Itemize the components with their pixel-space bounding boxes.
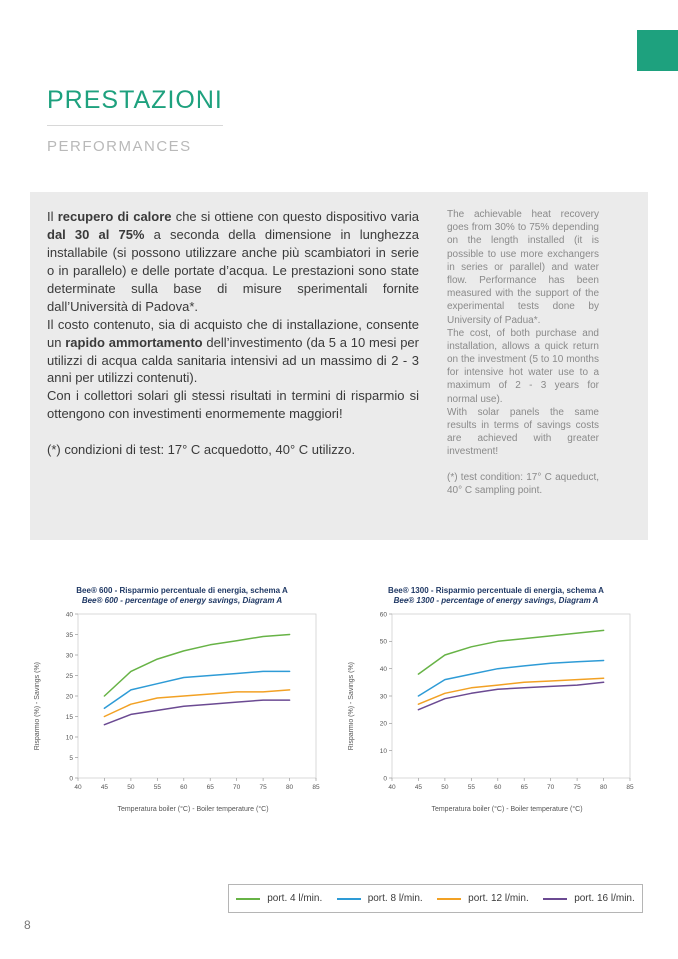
chart-bee-1300-body: [348, 608, 644, 804]
svg-text:50: 50: [379, 638, 387, 646]
it-p1-pre: Il: [47, 209, 58, 224]
chart-bee-1300-title-en: Bee® 1300 - percentage of energy savings, Diagram A: [393, 596, 599, 605]
svg-text:50: 50: [127, 784, 135, 791]
svg-text:85: 85: [312, 784, 320, 791]
chart-bee-600-ylabel: Risparmio (%) - Savings (%): [34, 661, 41, 751]
it-p1-bold1: recupero di calore: [57, 209, 172, 224]
svg-text:35: 35: [65, 631, 73, 639]
svg-text:40: 40: [74, 784, 82, 791]
page-header: [47, 86, 223, 155]
svg-text:65: 65: [206, 784, 214, 791]
svg-text:55: 55: [467, 784, 475, 791]
svg-text:65: 65: [520, 784, 528, 791]
svg-text:70: 70: [233, 784, 241, 791]
italian-text-column: [47, 208, 419, 497]
svg-text:5: 5: [69, 754, 73, 762]
italian-paragraph-2: [47, 316, 419, 388]
english-paragraph-2: The cost, of both purchase and installation, allows a quick return on the investment (5 to 10 months for intensive hot water use to a maximum of 2 - 3 years for normal use).: [447, 327, 599, 405]
page-subtitle: PERFORMANCES: [47, 138, 192, 155]
page-title: PRESTAZIONI: [47, 86, 223, 126]
chart-bee-600-title-it: Bee® 600 - Risparmio percentuale di energia, schema A: [76, 586, 288, 595]
corner-accent-block: [637, 30, 678, 71]
legend-line-green-icon: [236, 898, 260, 900]
svg-text:40: 40: [65, 611, 73, 619]
intro-columns: [30, 192, 648, 497]
svg-text:75: 75: [573, 784, 581, 791]
svg-text:25: 25: [65, 672, 73, 680]
it-p1-bold2: dal 30 al 75%: [47, 226, 145, 242]
italian-footnote: (*) condizioni di test: 17° C acquedotto, 40° C utilizzo.: [47, 442, 356, 458]
svg-text:30: 30: [65, 652, 73, 660]
chart-bee-600-titles: [34, 586, 330, 606]
svg-text:10: 10: [379, 747, 387, 755]
legend-label-port-8: port. 8 l/min.: [367, 893, 423, 904]
english-text-column: [447, 208, 599, 497]
chart-bee-600-plot: [46, 608, 326, 804]
svg-text:50: 50: [441, 784, 449, 791]
svg-text:60: 60: [379, 611, 387, 619]
it-p2-pre: Il costo contenuto, sia di acquisto che di installazione, consente un: [47, 316, 419, 350]
svg-text:20: 20: [379, 720, 387, 728]
chart-bee-600-title-en: Bee® 600 - percentage of energy savings, Diagram A: [81, 596, 283, 605]
legend-label-port-16: port. 16 l/min.: [574, 893, 635, 904]
legend-item-port-16: [543, 893, 635, 904]
chart-bee-1300-title-it: Bee® 1300 - Risparmio percentuale di energia, schema A: [388, 586, 604, 595]
svg-text:80: 80: [285, 784, 294, 791]
legend-label-port-12: port. 12 l/min.: [468, 893, 529, 904]
legend-label-port-4: port. 4 l/min.: [267, 893, 323, 904]
chart-bee-1300-ylabel: Risparmio (%) - Savings (%): [348, 661, 355, 751]
italian-paragraph-1: [47, 208, 419, 316]
legend-line-orange-icon: [437, 898, 461, 900]
svg-text:60: 60: [494, 784, 502, 791]
chart-bee-1300-titles: [348, 586, 644, 606]
it-p2-rest: dell’investimento (da 5 a 10 mesi per utilizzi di acqua calda sanitaria intensivi ad un massimo di 2 - 3 anni per utilizzi contenuti).: [47, 334, 419, 386]
svg-text:55: 55: [153, 784, 161, 791]
it-p1-mid: che si ottiene con questo dispositivo varia: [171, 209, 419, 224]
svg-text:10: 10: [65, 734, 73, 742]
svg-text:15: 15: [65, 713, 73, 721]
legend-item-port-4: [236, 893, 322, 904]
legend-line-purple-icon: [543, 898, 567, 900]
svg-text:70: 70: [547, 784, 555, 791]
svg-text:20: 20: [65, 693, 73, 701]
svg-text:0: 0: [383, 775, 387, 783]
svg-text:85: 85: [626, 784, 634, 791]
chart-bee-600-body: [34, 608, 330, 804]
chart-bee-1300-plot: [360, 608, 640, 804]
svg-text:60: 60: [180, 784, 188, 791]
chart-bee-1300-xlabel: Temperatura boiler (°C) - Boiler temperature (°C): [431, 806, 583, 813]
it-p1-rest: a seconda della dimensione in lunghezza installabile (si possono utilizzare anche più scambiatori in serie o in parallelo) e delle portate d’acqua. Le prestazioni sono state determinate sulla base di misure sperimentali fornite dall’Università di Padova*.: [47, 226, 419, 314]
svg-text:45: 45: [100, 784, 109, 791]
legend-item-port-8: [337, 893, 423, 904]
page-number: 8: [24, 918, 31, 932]
svg-text:75: 75: [259, 784, 267, 791]
svg-text:0: 0: [69, 775, 73, 783]
legend-item-port-12: [437, 893, 529, 904]
svg-text:40: 40: [379, 665, 387, 673]
chart-legend: [228, 884, 643, 913]
english-paragraph-1: The achievable heat recovery goes from 30% to 75% depending on the length installed (it is possible to use more exchangers in series or parallel) and water flow. Performance has been measured with the support of the experimental tests done by University of Padua*.: [447, 209, 599, 326]
svg-text:80: 80: [599, 784, 608, 791]
english-footnote: (*) test condition: 17° C aqueduct, 40° C sampling point.: [447, 471, 599, 496]
chart-bee-600: [34, 586, 330, 813]
chart-bee-600-xlabel: Temperatura boiler (°C) - Boiler temperature (°C): [117, 806, 269, 813]
chart-bee-1300: [348, 586, 644, 813]
it-p2-bold: rapido ammortamento: [65, 334, 203, 350]
italian-paragraph-3: Con i collettori solari gli stessi risultati in termini di risparmio si ottengono con investimenti enormemente maggiori!: [47, 388, 419, 422]
svg-text:45: 45: [414, 784, 423, 791]
intro-text-band: [30, 192, 648, 540]
english-paragraph-3: With solar panels the same results in terms of savings costs are achieved with greater investment!: [447, 406, 599, 458]
svg-text:40: 40: [388, 784, 396, 791]
legend-line-blue-icon: [337, 898, 361, 900]
svg-text:30: 30: [379, 693, 387, 701]
charts-row: [0, 586, 678, 813]
